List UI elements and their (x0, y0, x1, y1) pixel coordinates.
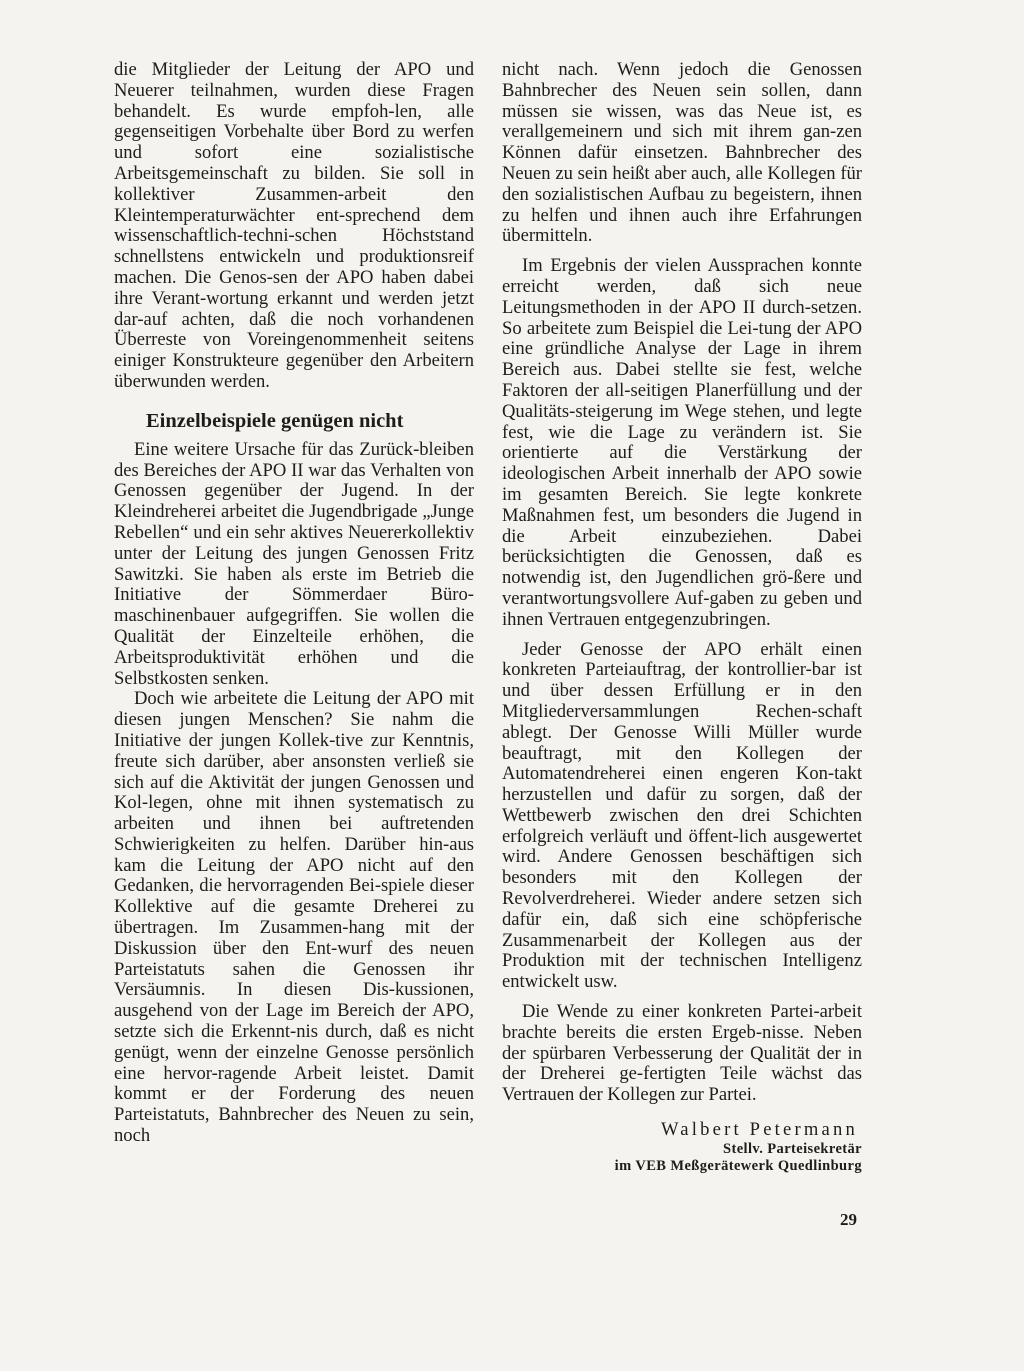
author-signature (502, 1120, 862, 1175)
paragraph: Eine weitere Ursache für das Zurück-bleiben des Bereiches der APO II war das Verhalten von Genossen gegenüber der Jugend. In der Kleindreherei arbeitet die Jugendbrigade „Junge Rebellen“ und ein sehr aktives Neuererkollektiv unter der Leitung des jungen Genossen Fritz Sawitzki. Sie haben als erste im Betrieb die Initiative der Sömmerdaer Büro-maschinenbauer aufgegriffen. Sie wollen die Qualität der Einzelteile erhöhen, die Arbeitsproduktivität erhöhen und die Selbstkosten senken. (114, 438, 474, 689)
left-column (114, 60, 474, 1147)
right-column (502, 60, 862, 1175)
author-title: Stellv. Parteisekretär (723, 1140, 862, 1157)
author-organization: im VEB Meßgerätewerk Quedlinburg (614, 1157, 862, 1174)
paragraph: Die Wende zu einer konkreten Partei-arbeit brachte bereits die ersten Ergeb-nisse. Neben der spürbaren Verbesserung der Qualität der in der Dreherei ge-fertigten Teile wächst das Vertrauen der Kollegen zur Partei. (502, 1001, 862, 1106)
paragraph: Jeder Genosse der APO erhält einen konkreten Parteiauftrag, der kontrollier-bar ist und über dessen Erfüllung er in den Mitgliederversammlungen Rechen-schaft ablegt. Der Genosse Willi Müller wurde beauftragt, mit den Kollegen der Automatendreherei einen engeren Kon-takt herzustellen und dafür zu sorgen, daß der Wettbewerb zwischen den drei Schichten erfolgreich verläuft und öffent-lich ausgewertet wird. Andere Genossen beschäftigen sich besonders mit den Kollegen der Revolverdreherei. Wieder andere setzen sich dafür ein, daß sich eine schöpferische Zusammenarbeit der Kollegen aus der Produktion mit der technischen Intelligenz entwickelt usw. (502, 638, 862, 993)
page-number: 29 (840, 1210, 857, 1229)
paragraph: die Mitglieder der Leitung der APO und Neuerer teilnahmen, wurden diese Fragen behandelt. Es wurde empfoh-len, alle gegenseitigen Vorbehalte über Bord zu werfen und sofort eine sozialistische Arbeitsgemeinschaft zu bilden. Sie soll in kollektiver Zusammen-arbeit den Kleintemperaturwächter ent-sprechend dem wissenschaftlich-techni-schen Höchststand schnellstens entwickeln und produktionsreif machen. Die Genos-sen der APO haben dabei ihre Verant-wortung erkannt und werden jetzt dar-auf achten, daß die noch vorhandenen Überreste von Voreingenommenheit seitens einiger Konstrukteure gegenüber den Arbeitern überwunden werden. (114, 59, 474, 392)
paragraph: Doch wie arbeitete die Leitung der APO mit diesen jungen Menschen? Sie nahm die Initiative der jungen Kollek-tive zur Kenntnis, freute sich darüber, aber ansonsten verließ sie sich auf die Aktivität der jungen Genossen und Kol-legen, ohne mit ihnen systematisch zu arbeiten und ihnen bei auftretenden Schwierigkeiten zu helfen. Darüber hin-aus kam die Leitung der APO nicht auf den Gedanken, die hervorragenden Bei-spiele dieser Kollektive auf die gesamte Dreherei zu übertragen. Im Zusammen-hang mit der Diskussion über den Ent-wurf des neuen Parteistatuts sahen die Genossen ihr Versäumnis. In diesen Dis-kussionen, ausgehend von der Lage im Bereich der APO, setzte sich die Erkennt-nis durch, daß es nicht genügt, wenn der einzelne Genosse persönlich eine hervor-ragende Arbeit leistet. Damit kommt er der Forderung des neuen Parteistatuts, Bahnbrecher des Neuen zu sein, noch (114, 688, 474, 1147)
paragraph: nicht nach. Wenn jedoch die Genossen Bahnbrecher des Neuen sein sollen, dann müssen sie wissen, was das Neue ist, es verallgemeinern und sich mit ihrem gan-zen Können dafür einsetzen. Bahnbrecher des Neuen zu sein heißt aber auch, alle Kollegen für den sozialistischen Aufbau zu begeistern, ihnen zu helfen und ihnen auch ihre Erfahrungen übermitteln. (502, 59, 862, 247)
author-name: Walbert Petermann (661, 1119, 858, 1141)
section-heading: Einzelbeispiele genügen nicht (146, 409, 404, 432)
paragraph: Im Ergebnis der vielen Aussprachen konnte erreicht werden, daß sich neue Leitungsmethoden in der APO II durch-setzen. So arbeitete zum Beispiel die Lei-tung der APO eine gründliche Analyse der Lage in ihrem Bereich aus. Dabei stellte sie fest, welche Faktoren der all-seitigen Planerfüllung und der Qualitäts-steigerung im Wege stehen, und legte fest, wie die Lage zu verändern ist. Sie orientierte auf die Verstärkung der ideologischen Arbeit innerhalb der APO sowie im gesamten Bereich. Sie legte konkrete Maßnahmen fest, um besonders die Jugend in die Arbeit einzubeziehen. Dabei berücksichtigten die Genossen, daß es notwendig ist, den Jugendlichen grö-ßere und verantwortungsvollere Auf-gaben zu geben und ihnen Vertrauen entgegenzubringen. (502, 255, 862, 630)
